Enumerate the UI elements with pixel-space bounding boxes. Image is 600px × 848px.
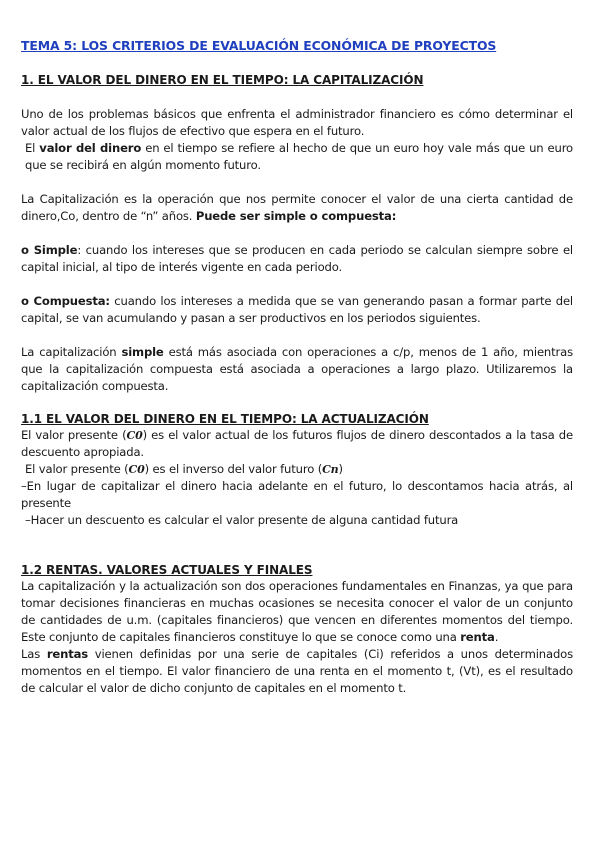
section-1-paragraph-1: Uno de los problemas básicos que enfrenta el administrador financiero es cómo determinar el valor actual de los flujos de efectivo que espera en el futuro.	[21, 107, 573, 138]
document-title: TEMA 5: LOS CRITERIOS DE EVALUACIÓN ECONÓMICA DE PROYECTOS	[21, 38, 497, 53]
compuesta-definition: o Compuesta: cuando los intereses a medida que se van generando pasan a formar parte del capital, se van acumulando y pasan a ser productivos en los periodos siguientes.	[21, 294, 574, 325]
section-1-heading: 1. EL VALOR DEL DINERO EN EL TIEMPO: LA CAPITALIZACIÓN	[21, 73, 424, 87]
simple-definition: o Simple: cuando los intereses que se producen en cada periodo se calculan siempre sobre el capital inicial, al tipo de interés vigente en cada periodo.	[21, 243, 573, 274]
section-1-paragraph-2: El valor del dinero en el tiempo se refiere al hecho de que un euro hoy vale más que un euro que se recibirá en algún momento futuro.	[25, 141, 574, 172]
section-1-2-heading: 1.2 RENTAS. VALORES ACTUALES Y FINALES	[21, 563, 313, 577]
valor-presente-inverso: El valor presente (C0) es el inverso del valor futuro (Cn)	[25, 462, 343, 476]
descontar-note: –En lugar de capitalizar el dinero hacia adelante en el futuro, lo descontamos hacia atrás, al presente	[21, 479, 573, 510]
valor-presente-definition: El valor presente (C0) es el valor actual de los futuros flujos de dinero descontados a la tasa de descuento apropiada.	[21, 428, 573, 459]
section-1-paragraph-6: La capitalización simple está más asociada con operaciones a c/p, menos de 1 año, mientras que la capitalización compuesta está asociada a operaciones a largo plazo. Utilizaremos la capitalización compuesta.	[21, 345, 573, 393]
document-page	[21, 38, 573, 697]
descuento-note: –Hacer un descuento es calcular el valor presente de alguna cantidad futura	[25, 513, 459, 527]
section-1-2-paragraph-1: La capitalización y la actualización son dos operaciones fundamentales en Finanzas, ya que para tomar decisiones financieras en muchas ocasiones se necesita conocer el valor de un conjunto de cantidades de u.m. (capitales financieros) que vencen en diferentes momentos del tiempo. Este conjunto de capitales financieros constituye lo que se conoce como una renta.	[21, 579, 573, 644]
section-1-paragraph-3: La Capitalización es la operación que nos permite conocer el valor de una cierta cantidad de dinero,Co, dentro de “n” años. Puede ser simple o compuesta:	[21, 192, 573, 223]
section-1-1-heading: 1.1 EL VALOR DEL DINERO EN EL TIEMPO: LA ACTUALIZACIÓN	[21, 412, 429, 426]
section-1-2-paragraph-2: Las rentas vienen definidas por una serie de capitales (Ci) referidos a unos determinados momentos en el tiempo. El valor financiero de una renta en el momento t, (Vt), es el resultado de calcular el valor de dicho conjunto de capitales en el momento t.	[21, 647, 573, 695]
